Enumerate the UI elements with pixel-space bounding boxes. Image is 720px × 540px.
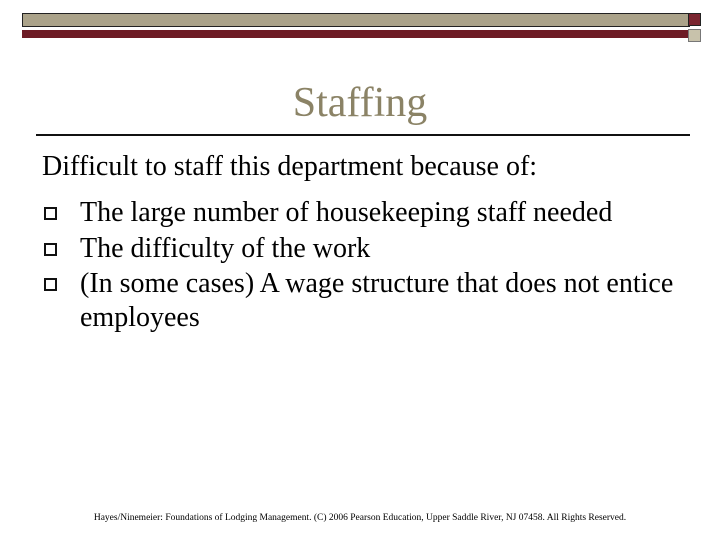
corner-square-bottom [688, 29, 701, 42]
bullet-text: The large number of housekeeping staff needed [80, 197, 613, 228]
header-band-maroon [22, 30, 690, 38]
header-band-olive [22, 13, 690, 27]
bullet-text: The difficulty of the work [80, 232, 371, 264]
title-divider [36, 134, 690, 136]
hollow-square-icon [44, 207, 57, 220]
bullet-text: (In some cases) A wage structure that does not entice employees [80, 268, 674, 333]
bullet-item [42, 196, 692, 230]
bullet-list [42, 196, 692, 336]
bullet-item [42, 232, 692, 266]
bullet-item [42, 267, 692, 334]
slide-title: Staffing [292, 80, 428, 126]
corner-square-top [688, 13, 701, 26]
footer-copyright: Hayes/Ninemeier: Foundations of Lodging Management. (C) 2006 Pearson Education, Upper Saddle River, NJ 07458. All Rights Reserved. [93, 513, 627, 523]
hollow-square-icon [44, 278, 57, 291]
intro-text: Difficult to staff this department because of: [42, 151, 538, 182]
hollow-square-icon [44, 243, 57, 256]
